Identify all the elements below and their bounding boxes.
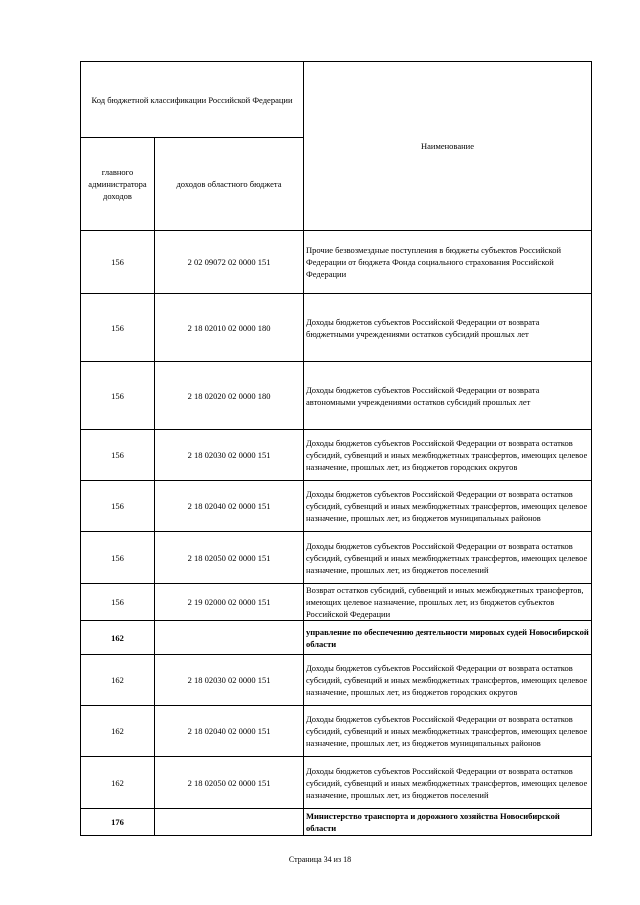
admin-code-cell: 156 [81,481,155,532]
income-name-cell: Доходы бюджетов субъектов Российской Федерации от возврата остатков субсидий, субвенций и иных межбюджетных трансфертов, имеющих целевое назначение, прошлых лет, из бюджетов городских округов [304,655,592,706]
header-row-group [81,62,592,138]
income-code-cell: 2 18 02050 02 0000 151 [155,757,304,809]
admin-code-cell: 162 [81,621,155,655]
table-row [81,809,592,836]
income-code-cell [155,621,304,655]
table-row [81,532,592,584]
admin-code-cell: 156 [81,231,155,294]
admin-code-cell: 156 [81,362,155,430]
income-name-cell: Доходы бюджетов субъектов Российской Федерации от возврата остатков субсидий, субвенций и иных межбюджетных трансфертов, имеющих целевое назначение, прошлых лет, из бюджетов поселений [304,757,592,809]
income-name-cell: Доходы бюджетов субъектов Российской Федерации от возврата остатков субсидий, субвенций и иных межбюджетных трансфертов, имеющих целевое назначение, прошлых лет, из бюджетов поселений [304,532,592,584]
income-code-cell: 2 18 02020 02 0000 180 [155,362,304,430]
table-row [81,757,592,809]
table-row [81,655,592,706]
income-code-cell: 2 18 02040 02 0000 151 [155,706,304,757]
income-name-cell: Доходы бюджетов субъектов Российской Федерации от возврата бюджетными учреждениями остатков субсидий прошлых лет [304,294,592,362]
income-code-cell: 2 18 02050 02 0000 151 [155,532,304,584]
table-body [81,62,592,836]
admin-code-cell: 162 [81,706,155,757]
income-name-cell: Доходы бюджетов субъектов Российской Федерации от возврата остатков субсидий, субвенций и иных межбюджетных трансфертов, имеющих целевое назначение, прошлых лет, из бюджетов городских округов [304,430,592,481]
table-row [81,430,592,481]
table-row [81,584,592,621]
header-main-administrator: главного администратора доходов [81,138,155,231]
income-code-cell: 2 18 02030 02 0000 151 [155,430,304,481]
income-code-cell [155,809,304,836]
admin-code-cell: 176 [81,809,155,836]
admin-code-cell: 156 [81,532,155,584]
income-code-cell: 2 18 02040 02 0000 151 [155,481,304,532]
income-code-cell: 2 02 09072 02 0000 151 [155,231,304,294]
income-name-cell: управление по обеспечению деятельности мировых судей Новосибирской области [304,621,592,655]
table-row [81,481,592,532]
table-row [81,294,592,362]
table-row [81,621,592,655]
income-name-cell: Доходы бюджетов субъектов Российской Федерации от возврата остатков субсидий, субвенций и иных межбюджетных трансфертов, имеющих целевое назначение, прошлых лет, из бюджетов муниципальных районов [304,706,592,757]
table-row [81,706,592,757]
admin-code-cell: 156 [81,430,155,481]
income-name-cell: Прочие безвозмездные поступления в бюджеты субъектов Российской Федерации от бюджета Фонда социального страхования Российской Федерации [304,231,592,294]
admin-code-cell: 162 [81,655,155,706]
table-row [81,362,592,430]
income-code-cell: 2 19 02000 02 0000 151 [155,584,304,621]
income-name-cell: Доходы бюджетов субъектов Российской Федерации от возврата автономными учреждениями остатков субсидий прошлых лет [304,362,592,430]
header-classification-code: Код бюджетной классификации Российской Федерации [81,62,304,138]
budget-classification-table [80,61,592,836]
table-row [81,231,592,294]
admin-code-cell: 162 [81,757,155,809]
income-name-cell: Доходы бюджетов субъектов Российской Федерации от возврата остатков субсидий, субвенций и иных межбюджетных трансфертов, имеющих целевое назначение, прошлых лет, из бюджетов муниципальных районов [304,481,592,532]
admin-code-cell: 156 [81,584,155,621]
page-footer: Страница 34 из 18 [288,855,352,864]
header-name: Наименование [304,62,592,231]
income-name-cell: Министерство транспорта и дорожного хозяйства Новосибирской области [304,809,592,836]
income-name-cell: Возврат остатков субсидий, субвенций и иных межбюджетных трансфертов, имеющих целевое назначение, прошлых лет, из бюджетов субъектов Российской Федерации [304,584,592,621]
income-code-cell: 2 18 02030 02 0000 151 [155,655,304,706]
income-code-cell: 2 18 02010 02 0000 180 [155,294,304,362]
admin-code-cell: 156 [81,294,155,362]
header-regional-budget-income: доходов областного бюджета [155,138,304,231]
